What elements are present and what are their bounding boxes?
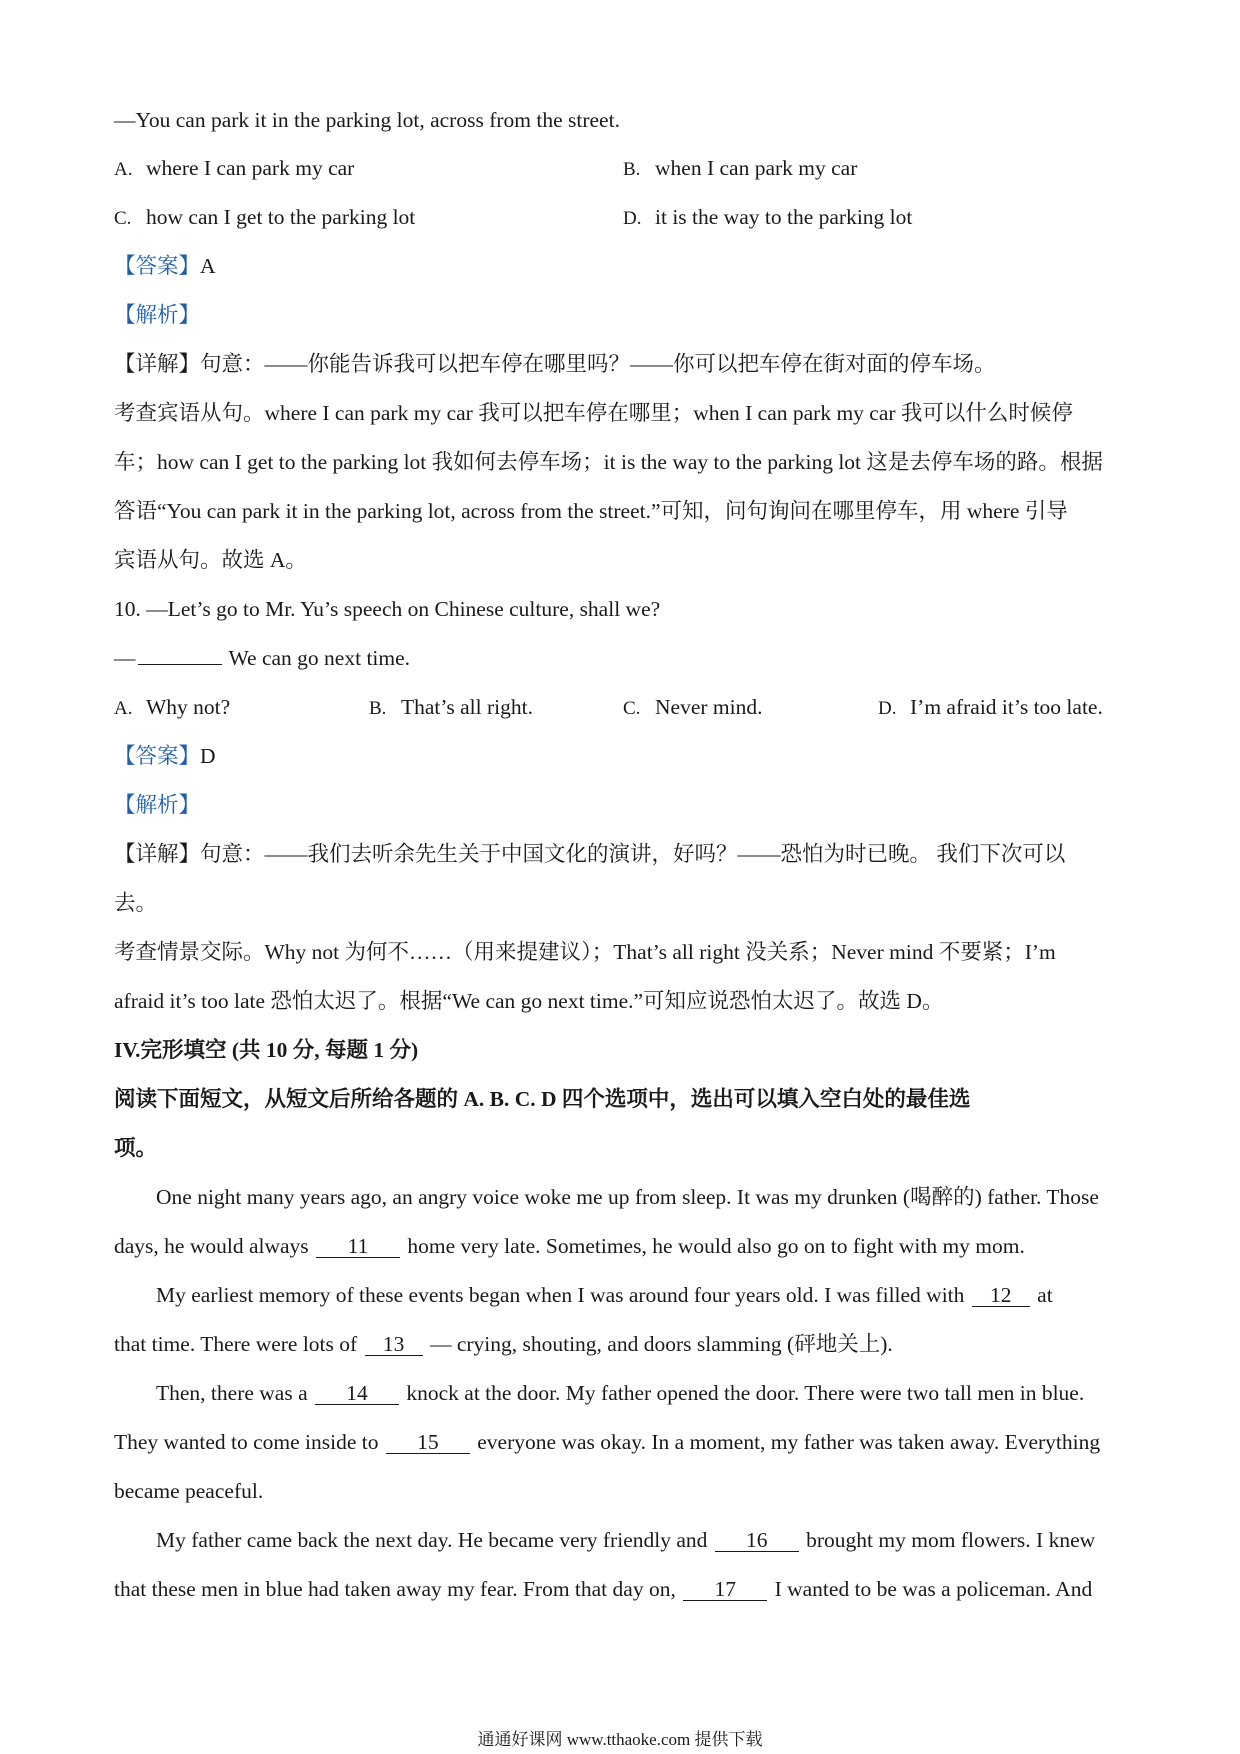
q10-option-b: B. That’s all right. [369,695,533,719]
q9-detail-line-1: 【详解】句意：——你能告诉我可以把车停在哪里吗？——你可以把车停在街对面的停车场。 [114,352,996,376]
q9-detail-line-5: 宾语从句。故选 A。 [114,548,307,572]
passage-p3-line-1: Then, there was a 14 knock at the door. My father opened the door. There were two tall men in blue. [156,1381,1085,1405]
q9-option-c: C. how can I get to the parking lot [114,205,416,229]
q10-blank [138,664,222,665]
q9-detail-line-4: 答语“You can park it in the parking lot, across from the street.”可知，问句询问在哪里停车，用 where 引导 [114,499,1068,523]
q10-detail-line-1: 【详解】句意：——我们去听余先生关于中国文化的演讲，好吗？——恐怕为时已晚。 我们下次可以 [114,842,1066,866]
passage-p3-line-3: became peaceful. [114,1479,264,1503]
passage-p2-line-1: My earliest memory of these events began when I was around four years old. I was filled with 12 at [156,1283,1053,1307]
q10-option-c: C. Never mind. [623,695,763,719]
q9-option-b: B. when I can park my car [623,156,858,180]
detail-label: 【详解】 [114,352,201,376]
answer-label: 【答案】 [114,254,201,278]
q9-analysis-label: 【解析】 [114,303,201,327]
q10-question: 10. —Let’s go to Mr. Yu’s speech on Chinese culture, shall we? [114,597,661,621]
passage-p1-line-1: One night many years ago, an angry voice woke me up from sleep. It was my drunken (喝醉的) father. Those [156,1185,1099,1209]
q10-reply: — We can go next time. [114,646,411,670]
section-instruction-line-1: 阅读下面短文，从短文后所给各题的 A. B. C. D 四个选项中，选出可以填入空白处的最佳选 [114,1087,971,1111]
section-heading: IV.完形填空 (共 10 分, 每题 1 分) [114,1038,419,1062]
q10-option-d: D. I’m afraid it’s too late. [878,695,1103,719]
blank-11: 11 [316,1235,400,1258]
q9-option-d: D. it is the way to the parking lot [623,205,913,229]
passage-p2-line-2: that time. There were lots of 13 — crying, shouting, and doors slamming (砰地关上). [114,1332,893,1356]
passage-p4-line-2: that these men in blue had taken away my fear. From that day on, 17 I wanted to be was a policeman. And [114,1577,1093,1601]
blank-14: 14 [315,1382,399,1405]
section-instruction-line-2: 项。 [114,1136,158,1160]
blank-13: 13 [365,1333,423,1356]
q10-detail-line-2: 去。 [114,891,158,915]
page-footer: 通通好课网 www.tthaoke.com 提供下载 [477,1730,763,1749]
answer-label: 【答案】 [114,744,201,768]
blank-12: 12 [972,1284,1030,1307]
blank-16: 16 [715,1529,799,1552]
q10-answer: 【答案】D [114,744,216,768]
q9-option-a: A. where I can park my car [114,156,355,180]
passage-p1-line-2: days, he would always 11 home very late. Sometimes, he would also go on to fight with my mom. [114,1234,1025,1258]
q10-analysis-label: 【解析】 [114,793,201,817]
q9-reply: —You can park it in the parking lot, across from the street. [114,108,620,132]
detail-label: 【详解】 [114,842,201,866]
q9-detail-line-3: 车；how can I get to the parking lot 我如何去停车场；it is the way to the parking lot 这是去停车场的路。根据 [114,450,1103,474]
q10-detail-line-3: 考查情景交际。Why not 为何不……（用来提建议）；That’s all right 没关系；Never mind 不要紧；I’m [114,940,1056,964]
q10-option-a: A. Why not? [114,695,231,719]
blank-17: 17 [683,1578,767,1601]
blank-15: 15 [386,1431,470,1454]
q10-detail-line-4: afraid it’s too late 恐怕太迟了。根据“We can go next time.”可知应说恐怕太迟了。故选 D。 [114,989,944,1013]
q9-answer: 【答案】A [114,254,216,278]
q9-detail-line-2: 考查宾语从句。where I can park my car 我可以把车停在哪里；when I can park my car 我可以什么时候停 [114,401,1073,425]
passage-p4-line-1: My father came back the next day. He became very friendly and 16 brought my mom flowers. I knew [156,1528,1096,1552]
passage-p3-line-2: They wanted to come inside to 15 everyone was okay. In a moment, my father was taken away. Everything [114,1430,1101,1454]
